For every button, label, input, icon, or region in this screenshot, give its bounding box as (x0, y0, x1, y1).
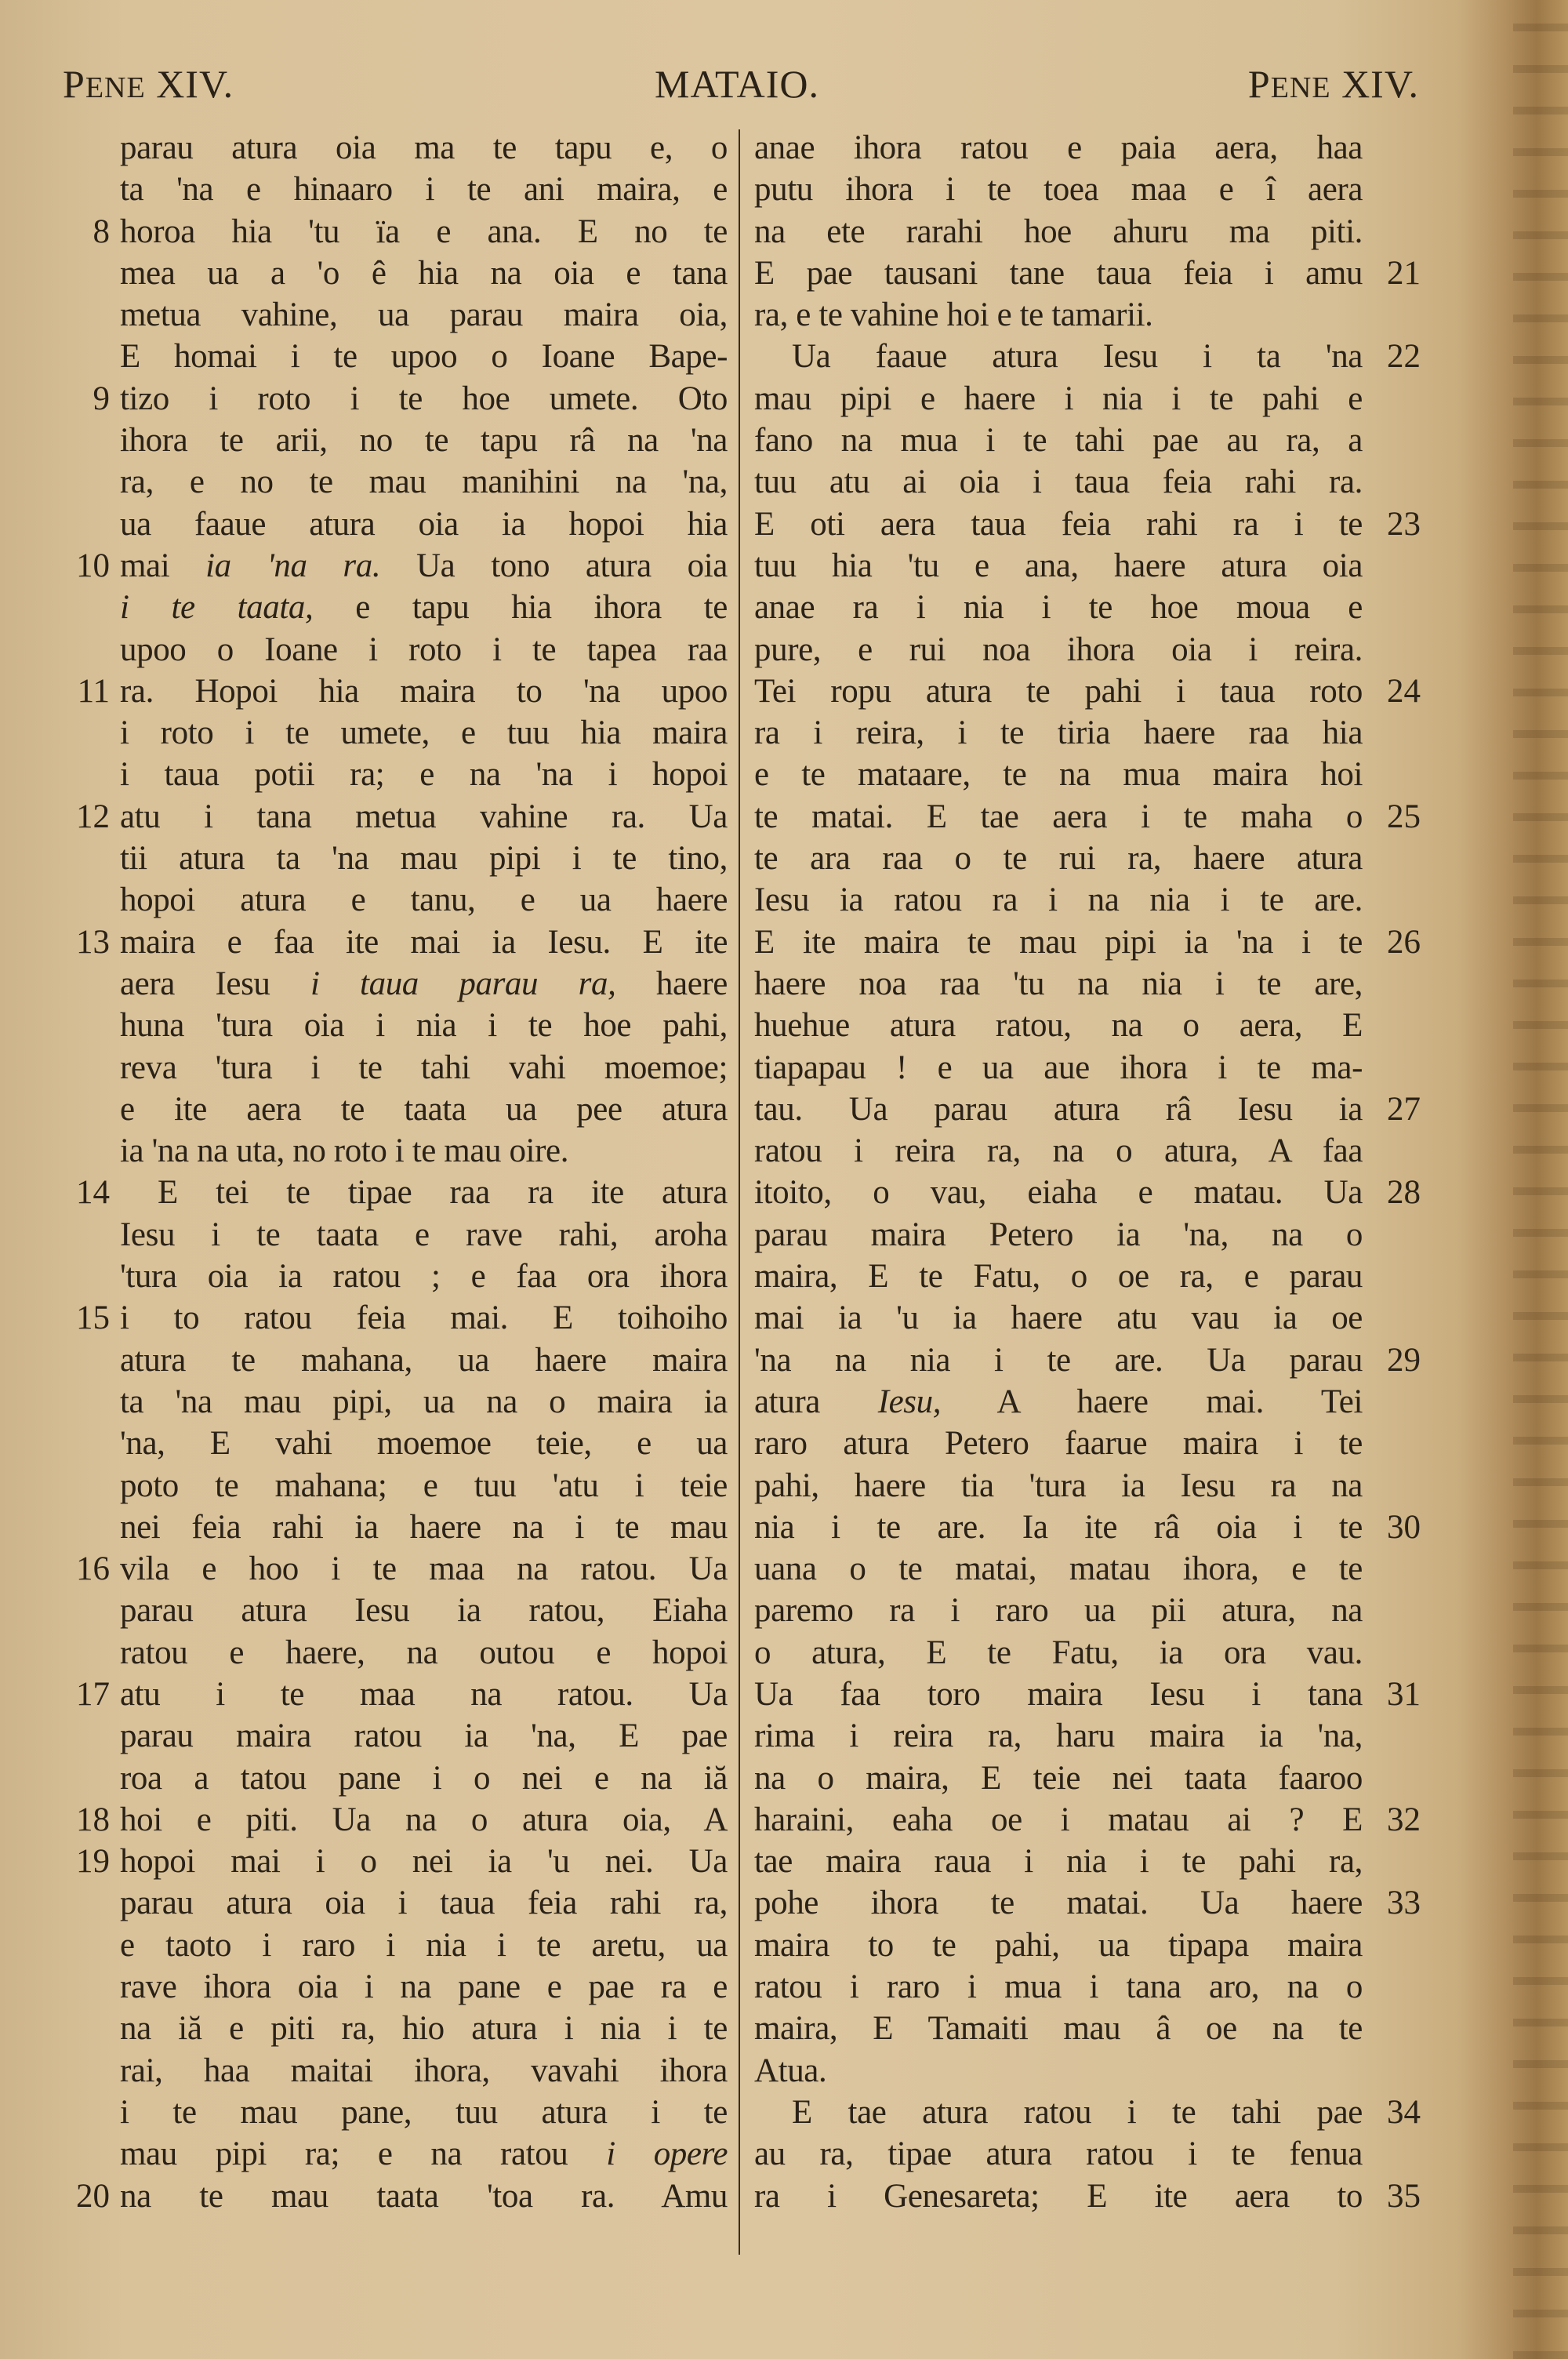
text-line (55, 921, 731, 963)
text-line (55, 211, 731, 253)
line-text: na ete rarahi hoe ahuru ma piti. (754, 213, 1363, 250)
line-text: parau maira Petero ia 'na, na o (754, 1216, 1363, 1253)
text-line (750, 2175, 1425, 2217)
line-text: hoi e piti. Ua na o atura oia, A (120, 1801, 728, 1838)
verse-number: 13 (76, 923, 110, 961)
text-line (55, 503, 731, 545)
verse-number: 8 (93, 213, 110, 250)
text-line (55, 754, 731, 795)
line-text: ratou e haere, na outou e hopoi (120, 1634, 728, 1671)
line-text: Iesu i te taata e rave rahi, aroha (120, 1216, 728, 1253)
line-text: ihora te arii, no te tapu râ na 'na (120, 422, 728, 460)
text-line (55, 461, 731, 503)
text-line (750, 1339, 1425, 1381)
line-text: na te mau taata 'toa ra. Amu (120, 2177, 728, 2215)
text-line (55, 2092, 731, 2133)
line-text: rave ihora oia i na pane e pae ra e (120, 1968, 728, 2006)
text-line (750, 2092, 1425, 2133)
text-line (750, 754, 1425, 795)
text-line (55, 629, 731, 671)
line-text: maira to te pahi, ua tipapa maira (754, 1926, 1363, 1964)
text-line (750, 169, 1425, 210)
line-text: tau. Ua parau atura râ Iesu ia (754, 1090, 1363, 1128)
chapter-number: XIV. (145, 62, 234, 106)
verse-number: 20 (76, 2177, 110, 2215)
text-line (55, 1715, 731, 1757)
verse-number: 27 (1387, 1090, 1421, 1128)
book-title: MATAIO. (655, 62, 819, 106)
text-line (750, 1966, 1425, 2008)
line-text: poto te mahana; e tuu 'atu i teie (120, 1467, 728, 1504)
text-line (55, 1799, 731, 1841)
line-text: haraini, eaha oe i matau ai ? E (754, 1801, 1363, 1838)
text-line (750, 1882, 1425, 1924)
line-text: Ua faaue atura Iesu i ta 'na (792, 338, 1363, 376)
text-line (55, 1297, 731, 1339)
line-text: hopoi atura e tanu, e ua haere (120, 881, 728, 919)
text-line (750, 1548, 1425, 1590)
text-line (55, 1674, 731, 1715)
text-line (750, 378, 1425, 420)
verse-number: 18 (76, 1801, 110, 1838)
line-text: huehue atura ratou, na o aera, E (754, 1007, 1363, 1045)
text-line (55, 1841, 731, 1882)
text-line (55, 1089, 731, 1130)
text-line (55, 2175, 731, 2217)
line-text: huna 'tura oia i nia i te hoe pahi, (120, 1007, 728, 1045)
line-text: e taoto i raro i nia i te aretu, ua (120, 1926, 728, 1964)
head-smallcaps: ENE (85, 71, 146, 104)
text-line (55, 336, 731, 377)
line-text: maira, E te Fatu, o oe ra, e parau (754, 1258, 1363, 1296)
text-line (55, 1465, 731, 1507)
text-line (750, 1590, 1425, 1631)
line-text: hopoi mai i o nei ia 'u nei. Ua (120, 1843, 728, 1881)
verse-number: 24 (1387, 672, 1421, 710)
line-text: roa a tatou pane i o nei e na iă (120, 1759, 728, 1797)
text-line (750, 1423, 1425, 1464)
text-line (750, 2133, 1425, 2175)
verse-number: 15 (76, 1299, 110, 1337)
line-text: ia 'na na uta, no roto i te mau oire. (120, 1132, 569, 1170)
text-line (55, 545, 731, 587)
line-text: ra i Genesareta; E ite aera to (754, 2177, 1363, 2215)
line-text: rima i reira ra, haru maira ia 'na, (754, 1717, 1363, 1755)
verse-number: 23 (1387, 505, 1421, 543)
line-text: ra. Hopoi hia maira to 'na upoo (120, 672, 728, 710)
text-line (55, 1339, 731, 1381)
text-line (750, 1005, 1425, 1046)
text-line (750, 503, 1425, 545)
line-text: ta 'na mau pipi, ua na o maira ia (120, 1383, 728, 1420)
line-text: E ite maira te mau pipi ia 'na i te (754, 923, 1363, 961)
text-line (750, 1172, 1425, 1213)
text-line (55, 1966, 731, 2008)
text-line (750, 1799, 1425, 1841)
line-text: pahi, haere tia 'tura ia Iesu ra na (754, 1467, 1363, 1504)
line-text: nia i te are. Ia ite râ oia i te (754, 1508, 1363, 1546)
line-text: upoo o Ioane i roto i te tapea raa (120, 631, 728, 668)
verse-number: 33 (1387, 1885, 1421, 1922)
text-line (55, 587, 731, 628)
text-line (750, 1297, 1425, 1339)
text-line (55, 1047, 731, 1089)
text-segment: mau pipi ra; e na ratou (120, 2135, 607, 2173)
text-line (55, 169, 731, 210)
line-text: i roto i te umete, e tuu hia maira (120, 714, 728, 752)
line-text: e te mataare, te na mua maira hoi (754, 756, 1363, 794)
line-text: E pae tausani tane taua feia i amu (754, 254, 1363, 292)
verse-number: 31 (1387, 1675, 1421, 1713)
line-text: ratou i reira ra, na o atura, A faa (754, 1132, 1363, 1170)
text-line (750, 1465, 1425, 1507)
text-line (750, 2050, 1425, 2092)
text-line (55, 1507, 731, 1548)
text-line (55, 1632, 731, 1674)
text-line (55, 1548, 731, 1590)
line-text: maira, E Tamaiti mau â oe na te (754, 2010, 1363, 2048)
line-text: atura te mahana, ua haere maira (120, 1341, 728, 1379)
text-line (750, 1925, 1425, 1966)
text-line (750, 587, 1425, 628)
text-line (55, 879, 731, 921)
text-line (750, 671, 1425, 712)
text-segment: aera Iesu (120, 965, 311, 1002)
line-text: mau pipi e haere i nia i te pahi e (754, 380, 1363, 417)
italic-text: i taua parau ra, (310, 965, 616, 1002)
text-line (750, 1757, 1425, 1799)
text-line (55, 1590, 731, 1631)
chapter-number: XIV. (1330, 62, 1419, 106)
text-segment: A haere mai. Tei (941, 1383, 1363, 1420)
text-line (750, 963, 1425, 1005)
text-line (750, 1130, 1425, 1172)
line-text (120, 963, 728, 1005)
line-text: mai ia 'u ia haere atu vau ia oe (754, 1299, 1363, 1337)
line-text: haere noa raa 'tu na nia i te are, (754, 965, 1363, 1002)
head-smallcaps: ENE (1270, 71, 1331, 104)
line-text: Tei ropu atura te pahi i taua roto (754, 672, 1363, 710)
verse-number: 22 (1387, 338, 1421, 376)
italic-text: Iesu, (877, 1383, 942, 1420)
text-line (55, 1130, 731, 1172)
line-text: metua vahine, ua parau maira oia, (120, 296, 728, 334)
text-line (55, 1882, 731, 1924)
verse-number: 28 (1387, 1174, 1421, 1212)
text-segment: haere (615, 965, 728, 1002)
line-text: pohe ihora te matai. Ua haere (754, 1885, 1363, 1922)
line-text: parau maira ratou ia 'na, E pae (120, 1717, 728, 1755)
line-text: Iesu ia ratou ra i na nia i te are. (754, 881, 1363, 919)
line-text: parau atura Iesu ia ratou, Eiaha (120, 1592, 728, 1630)
line-text: horoa hia 'tu ïa e ana. E no te (120, 213, 728, 250)
text-line (750, 1214, 1425, 1256)
line-text: paremo ra i raro ua pii atura, na (754, 1592, 1363, 1630)
line-text: maira e faa ite mai ia Iesu. E ite (120, 923, 728, 961)
line-text: o atura, E te Fatu, ia ora vau. (754, 1634, 1363, 1671)
text-line (750, 879, 1425, 921)
verse-number: 19 (76, 1843, 110, 1881)
text-line (750, 1715, 1425, 1757)
line-text: reva 'tura i te tahi vahi moemoe; (120, 1049, 728, 1086)
text-line (55, 1005, 731, 1046)
text-line (750, 1841, 1425, 1882)
verse-number: 9 (93, 380, 110, 417)
line-text: i taua potii ra; e na 'na i hopoi (120, 756, 728, 794)
text-line (750, 294, 1425, 336)
line-text: E tei te tipae raa ra ite atura (158, 1174, 728, 1212)
line-text: tae maira raua i nia i te pahi ra, (754, 1843, 1363, 1881)
text-line (55, 963, 731, 1005)
text-line (55, 838, 731, 879)
text-line (55, 2133, 731, 2175)
column-divider (739, 129, 740, 2255)
verse-number: 12 (76, 798, 110, 835)
text-line (55, 253, 731, 294)
line-text: tiapapau ! e ua aue ihora i te ma- (754, 1049, 1363, 1086)
line-text: putu ihora i te toea maa e î aera (754, 171, 1363, 209)
text-line (750, 838, 1425, 879)
line-text (120, 545, 728, 587)
text-line (750, 211, 1425, 253)
text-line (750, 1674, 1425, 1715)
italic-text: i opere (606, 2135, 728, 2173)
text-line (750, 1047, 1425, 1089)
line-text: 'na, E vahi moemoe teie, e ua (120, 1425, 728, 1463)
line-text: rai, haa maitai ihora, vavahi ihora (120, 2052, 728, 2089)
text-line (750, 336, 1425, 377)
text-line (750, 420, 1425, 461)
text-line (750, 1089, 1425, 1130)
page-edge-bleedthrough (1513, 0, 1568, 2359)
verse-number: 14 (76, 1174, 110, 1212)
text-line (750, 1507, 1425, 1548)
text-line (55, 378, 731, 420)
line-text (120, 2133, 728, 2175)
line-text: ra i reira, i te tiria haere raa hia (754, 714, 1363, 752)
text-line (750, 1256, 1425, 1297)
head-initial: P (1247, 62, 1271, 106)
line-text: ra, e no te mau manihini na 'na, (120, 463, 728, 501)
text-line (750, 253, 1425, 294)
text-line (55, 2008, 731, 2049)
verse-number: 10 (76, 547, 110, 584)
verse-number: 16 (76, 1550, 110, 1588)
verse-number: 29 (1387, 1341, 1421, 1379)
line-text: E oti aera taua feia rahi ra i te (754, 505, 1363, 543)
text-line (55, 1925, 731, 1966)
text-line (55, 2050, 731, 2092)
verse-number: 32 (1387, 1801, 1421, 1838)
verse-number: 26 (1387, 923, 1421, 961)
line-text: na iă e piti ra, hio atura i nia i te (120, 2010, 728, 2048)
text-line (55, 712, 731, 754)
text-line (55, 1423, 731, 1464)
line-text: parau atura oia ma te tapu e, o (120, 129, 728, 166)
line-text (120, 587, 728, 628)
line-text: anae ihora ratou e paia aera, haa (754, 129, 1363, 166)
verse-number: 34 (1387, 2093, 1421, 2131)
line-text: Atua. (754, 2052, 827, 2089)
line-text: nei feia rahi ia haere na i te mau (120, 1508, 728, 1546)
verse-number: 21 (1387, 254, 1421, 292)
line-text (754, 1381, 1363, 1423)
text-line (55, 1757, 731, 1799)
verse-number: 25 (1387, 798, 1421, 835)
text-line (55, 127, 731, 169)
line-text: au ra, tipae atura ratou i te fenua (754, 2135, 1363, 2173)
text-line (750, 545, 1425, 587)
italic-text: ia 'na ra. (205, 547, 381, 584)
line-text: Ua faa toro maira Iesu i tana (754, 1675, 1363, 1713)
verse-number: 11 (77, 672, 110, 710)
line-text: tizo i roto i te hoe umete. Oto (120, 380, 728, 417)
verse-number: 17 (76, 1675, 110, 1713)
italic-text: i te taata, (120, 589, 314, 627)
line-text: vila e hoo i te maa na ratou. Ua (120, 1550, 728, 1588)
line-text: pure, e rui noa ihora oia i reira. (754, 631, 1363, 668)
line-text: i to ratou feia mai. E toihoiho (120, 1299, 728, 1337)
head-initial: P (63, 62, 85, 106)
line-text: E homai i te upoo o Ioane Bape- (120, 338, 728, 376)
text-segment: atura (754, 1383, 878, 1420)
text-line (750, 1632, 1425, 1674)
text-line (55, 796, 731, 838)
line-text: tii atura ta 'na mau pipi i te tino, (120, 840, 728, 878)
line-text: 'tura oia ia ratou ; e faa ora ihora (120, 1258, 728, 1296)
line-text: atu i tana metua vahine ra. Ua (120, 798, 728, 835)
text-line (750, 1381, 1425, 1423)
text-line (55, 1381, 731, 1423)
line-text: tuu hia 'tu e ana, haere atura oia (754, 547, 1363, 584)
line-text: te matai. E tae aera i te maha o (754, 798, 1363, 835)
text-line (55, 420, 731, 461)
text-line (750, 712, 1425, 754)
running-head-right (1248, 61, 1419, 107)
right-column (750, 127, 1425, 2217)
line-text: 'na na nia i te are. Ua parau (754, 1341, 1363, 1379)
text-segment: Ua tono atura oia (380, 547, 728, 584)
line-text: E tae atura ratou i te tahi pae (792, 2093, 1363, 2131)
line-text: anae ra i nia i te hoe moua e (754, 589, 1363, 627)
left-column (55, 127, 731, 2217)
verse-number: 35 (1387, 2177, 1421, 2215)
line-text: na o maira, E teie nei taata faaroo (754, 1759, 1363, 1797)
text-line (750, 796, 1425, 838)
text-segment: e tapu hia ihora te (313, 589, 728, 627)
text-line (55, 294, 731, 336)
text-line (750, 629, 1425, 671)
line-text: ua faaue atura oia ia hopoi hia (120, 505, 728, 543)
line-text: uana o te matai, matau ihora, e te (754, 1550, 1363, 1588)
line-text: te ara raa o te rui ra, haere atura (754, 840, 1363, 878)
text-line (55, 1256, 731, 1297)
line-text: ta 'na e hinaaro i te ani maira, e (120, 171, 728, 209)
line-text: e ite aera te taata ua pee atura (120, 1090, 728, 1128)
line-text: ra, e te vahine hoi e te tamarii. (754, 296, 1153, 334)
line-text: fano na mua i te tahi pae au ra, a (754, 422, 1363, 460)
line-text: itoito, o vau, eiaha e matau. Ua (754, 1174, 1363, 1212)
text-line (750, 2008, 1425, 2049)
text-line (55, 1214, 731, 1256)
line-text: raro atura Petero faarue maira i te (754, 1425, 1363, 1463)
text-line (750, 461, 1425, 503)
line-text: atu i te maa na ratou. Ua (120, 1675, 728, 1713)
text-line (55, 1172, 731, 1213)
text-segment: mai (120, 547, 206, 584)
text-line (55, 671, 731, 712)
line-text: i te mau pane, tuu atura i te (120, 2093, 728, 2131)
line-text: mea ua a 'o ê hia na oia e tana (120, 254, 728, 292)
verse-number: 30 (1387, 1508, 1421, 1546)
line-text: parau atura oia i taua feia rahi ra, (120, 1885, 728, 1922)
text-line (750, 921, 1425, 963)
line-text: ratou i raro i mua i tana aro, na o (754, 1968, 1363, 2006)
text-line (750, 127, 1425, 169)
line-text: tuu atu ai oia i taua feia rahi ra. (754, 463, 1363, 501)
